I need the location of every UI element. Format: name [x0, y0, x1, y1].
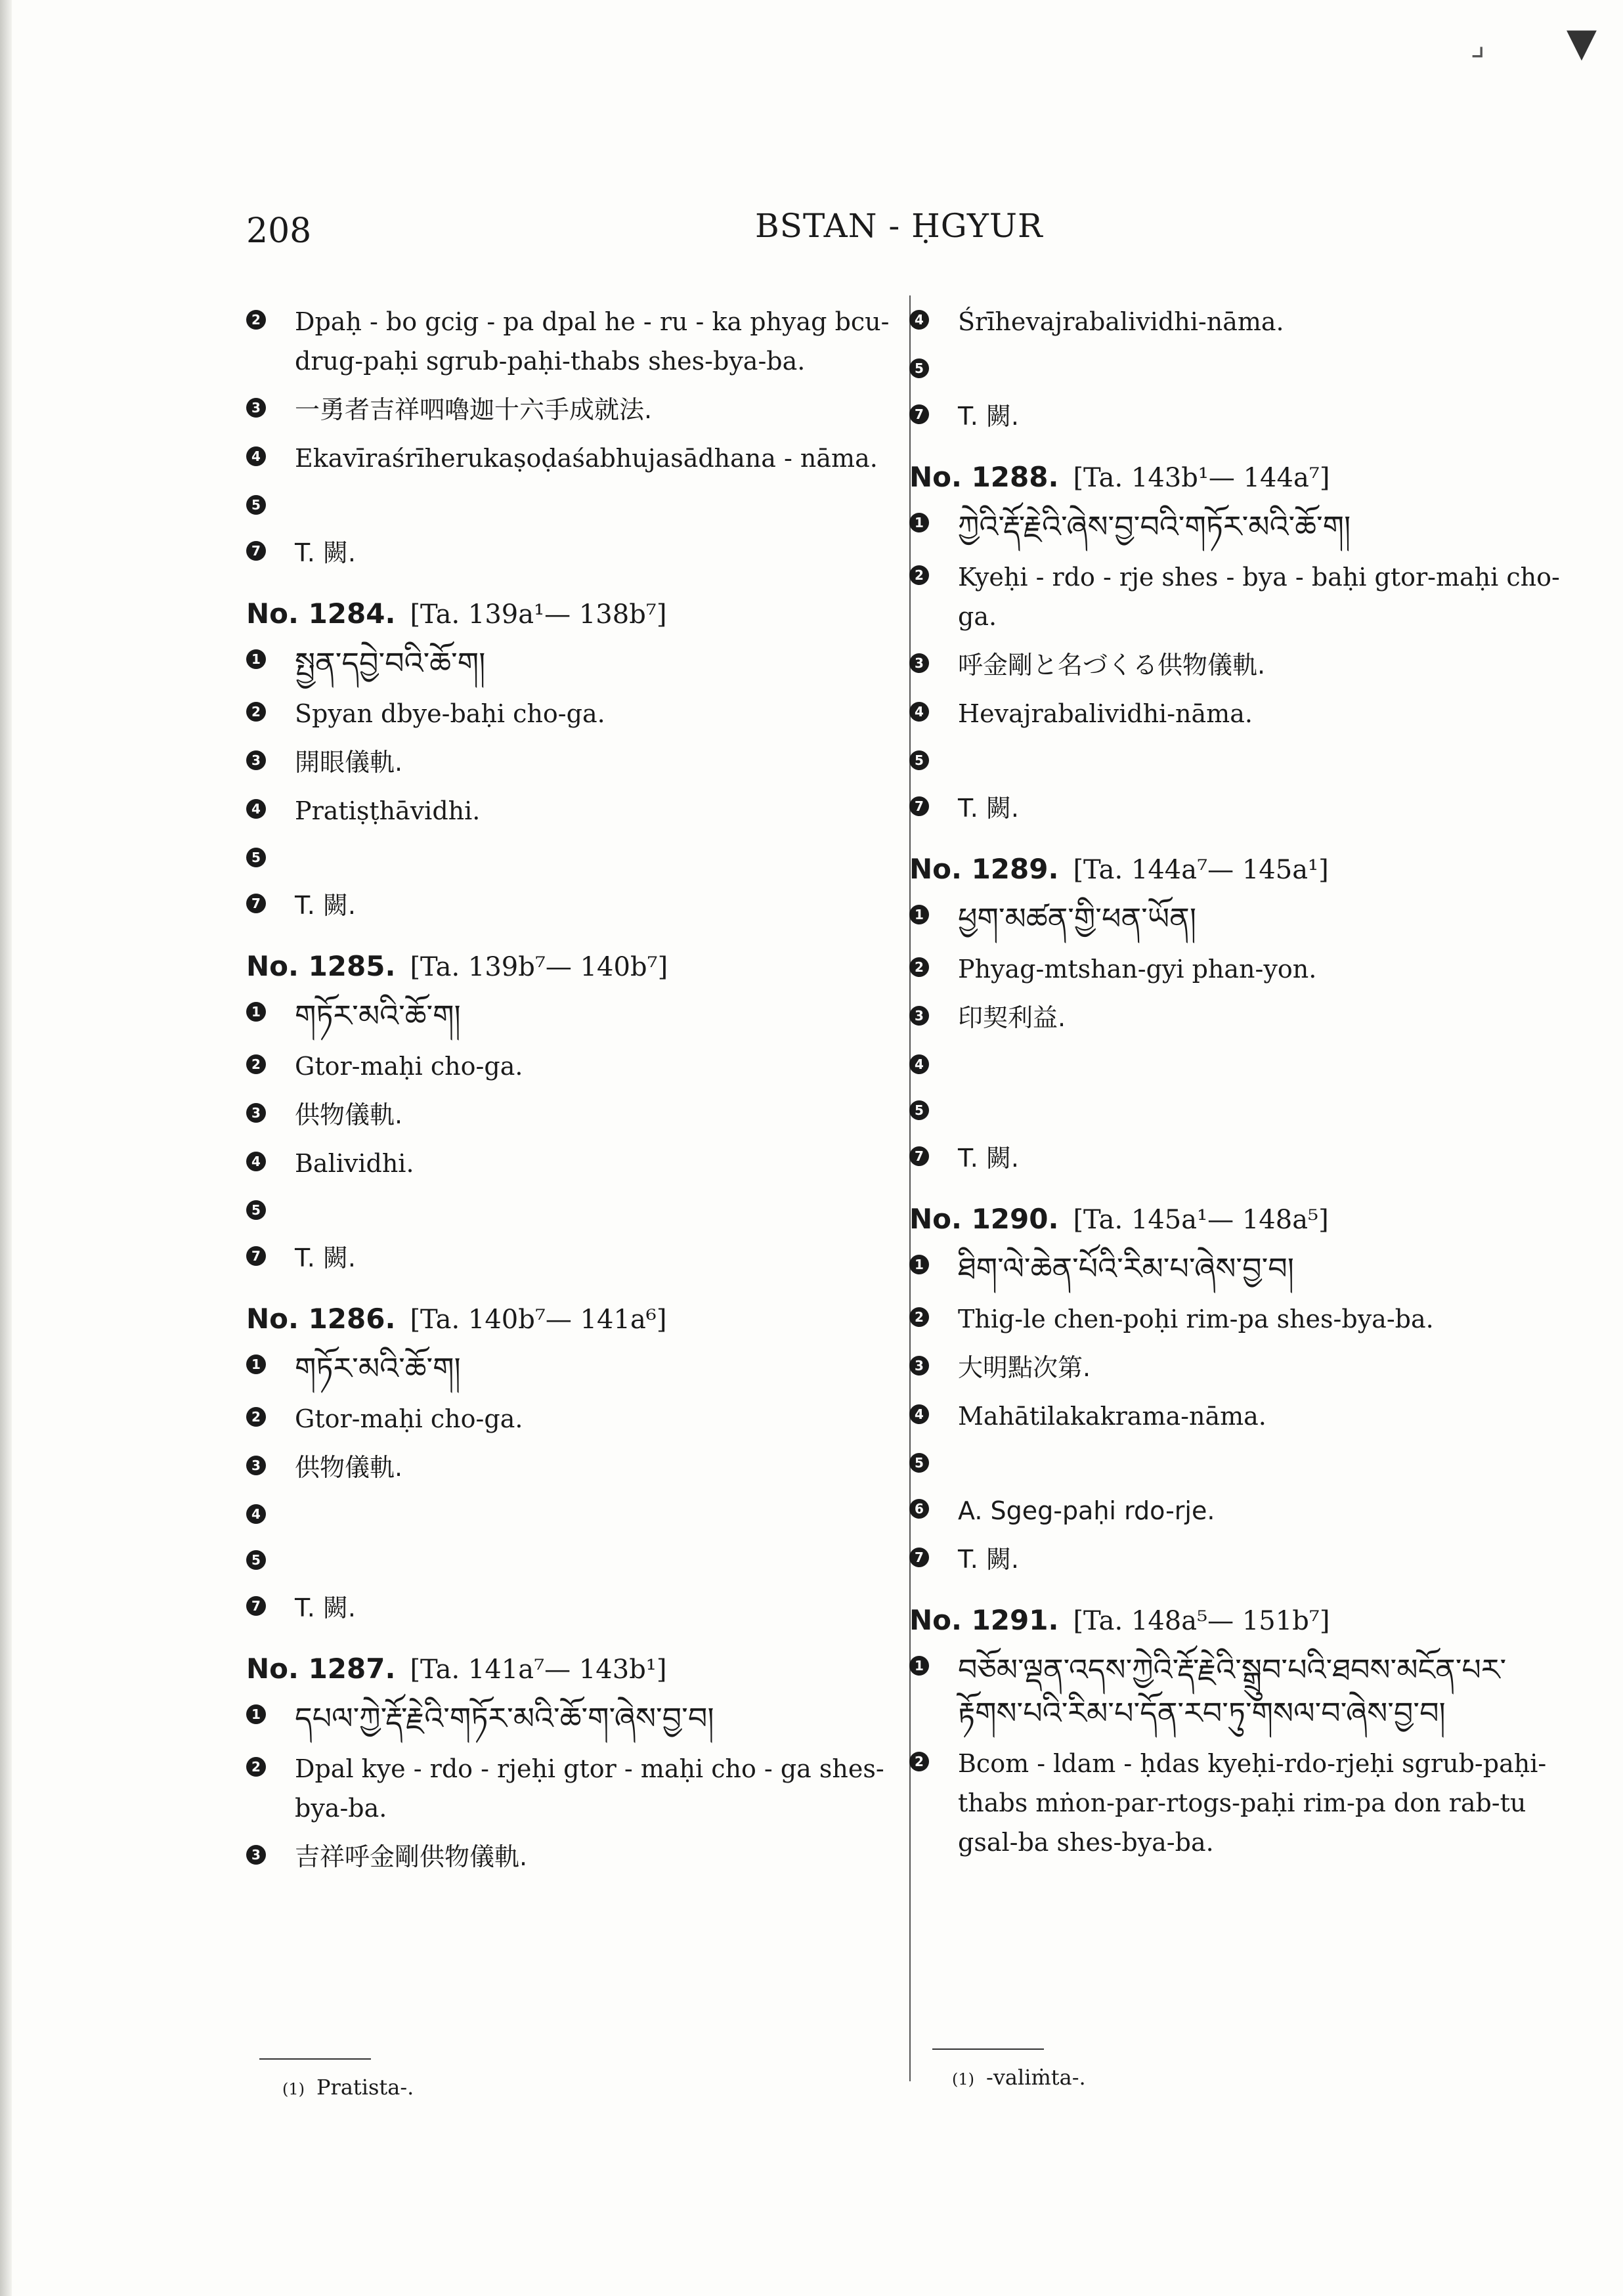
- field-number-icon: 7: [246, 1246, 266, 1266]
- scan-edge-shadow: [0, 0, 12, 2296]
- catalogue-entry: [909, 1203, 1566, 1579]
- entry-field: [246, 1749, 903, 1828]
- field-tibetan-text: ཐིག་ལེ་ཆེན་པོའི་རིམ་པ་ཞེས་བྱ་བ།: [958, 1251, 1294, 1286]
- field-catalogue-text: T. 闕.: [295, 1244, 356, 1272]
- field-latin-text: Thig-le chen-poḥi rim-pa shes-bya-ba.: [958, 1305, 1434, 1333]
- field-number-icon: 6: [909, 1499, 929, 1519]
- entry-field: [246, 302, 903, 381]
- entry-header: [246, 1653, 903, 1685]
- field-number-icon: 1: [909, 1656, 929, 1676]
- entry-field: [909, 949, 1566, 989]
- field-number-icon: 4: [909, 702, 929, 722]
- entry-field: [909, 1744, 1566, 1862]
- field-number-icon: 5: [246, 1550, 266, 1570]
- entry-reference: [Ta. 144a⁷— 145a¹]: [1073, 855, 1329, 885]
- entry-reference: [Ta. 139a¹— 138b⁷]: [410, 599, 667, 630]
- entry-reference: [Ta. 145a¹— 148a⁵]: [1073, 1205, 1329, 1235]
- field-number-icon: 2: [909, 1752, 929, 1771]
- entry-header: [909, 1203, 1566, 1235]
- entry-number: No. 1284.: [246, 597, 396, 630]
- entry-field: [246, 439, 903, 478]
- field-number-icon: 3: [246, 1103, 266, 1123]
- entry-field: [246, 1347, 903, 1390]
- field-number-icon: 7: [246, 541, 266, 561]
- pencil-mark-icon: ⌟: [1470, 26, 1485, 63]
- entry-field: [246, 743, 903, 782]
- entry-field: [246, 994, 903, 1037]
- entry-field: [246, 487, 903, 524]
- entry-field: [909, 897, 1566, 940]
- entry-field: [909, 694, 1566, 733]
- entry-header: [909, 1604, 1566, 1636]
- field-number-icon: 1: [246, 1704, 266, 1724]
- entry-reference: [Ta. 148a⁵— 151b⁷]: [1073, 1606, 1330, 1636]
- footnote-right: [952, 2065, 1086, 2090]
- catalogue-entry: [909, 461, 1566, 828]
- entry-field: [909, 1047, 1566, 1083]
- entry-header: [909, 461, 1566, 493]
- entry-number: No. 1287.: [246, 1653, 396, 1685]
- field-number-icon: 1: [246, 649, 266, 669]
- entry-reference: [Ta. 140b⁷— 141a⁶]: [410, 1305, 667, 1335]
- field-number-icon: 7: [909, 404, 929, 424]
- catalogue-entry: [909, 302, 1566, 436]
- entry-field: [246, 1542, 903, 1579]
- field-number-icon: 5: [246, 848, 266, 867]
- field-catalogue-text: T. 闕.: [958, 794, 1019, 823]
- field-tibetan-text: སྤྱན་དབྱེ་བའི་ཆོ་ག།: [295, 645, 486, 681]
- entry-field: [246, 694, 903, 733]
- entry-field: [909, 1397, 1566, 1436]
- field-number-icon: 2: [246, 310, 266, 330]
- field-number-icon: 2: [246, 1757, 266, 1777]
- field-number-icon: 5: [246, 495, 266, 515]
- footnote-mark: (1): [952, 2070, 974, 2089]
- entry-field: [909, 1491, 1566, 1530]
- entry-field: [246, 533, 903, 573]
- entry-field: [909, 1299, 1566, 1339]
- field-number-icon: 3: [246, 750, 266, 770]
- entry-reference: [Ta. 139b⁷— 140b⁷]: [410, 952, 668, 982]
- field-number-icon: 3: [909, 1356, 929, 1375]
- catalogue-entry: [909, 1604, 1566, 1862]
- field-number-icon: 1: [909, 513, 929, 532]
- field-tibetan-text: གཏོར་མའི་ཆོ་ག།: [295, 998, 461, 1033]
- entry-field: [246, 390, 903, 429]
- entry-number: No. 1291.: [909, 1604, 1059, 1636]
- entry-field: [246, 1238, 903, 1278]
- field-number-icon: 3: [246, 1845, 266, 1865]
- field-number-icon: 1: [246, 1354, 266, 1374]
- field-tibetan-text: དཔལ་ཀྱེ་རྡོ་རྗེའི་གཏོར་མའི་ཆོ་ག་ཞེས་བྱ་བ།: [295, 1700, 714, 1736]
- field-latin-text: Phyag-mtshan-gyi phan-yon.: [958, 955, 1317, 984]
- field-number-icon: 3: [246, 1456, 266, 1475]
- field-latin-text: Bcom - ldam - ḥdas kyeḥi-rdo-rjeḥi sgrub-paḥi-thabs mṅon-par-rtogs-paḥi rim-pa don rab-tu gsal-ba shes-bya-ba.: [958, 1749, 1547, 1857]
- entry-field: [246, 1399, 903, 1439]
- entry-header: [246, 950, 903, 982]
- entry-field: [246, 1095, 903, 1135]
- left-column: [246, 302, 903, 1901]
- entry-field: [909, 1348, 1566, 1387]
- field-cjk-text: 供物儀軌.: [295, 1100, 403, 1129]
- catalogue-entry: [246, 597, 903, 925]
- field-latin-text: Śrīhevajrabalividhi-nāma.: [958, 307, 1284, 336]
- catalogue-entry: [246, 1303, 903, 1628]
- field-number-icon: 7: [246, 1596, 266, 1616]
- field-latin-text: Dpal kye - rdo - rjeḥi gtor - maḥi cho - ga shes-bya-ba.: [295, 1754, 884, 1823]
- entry-field: [246, 791, 903, 831]
- catalogue-entry: [246, 302, 903, 573]
- entry-field: [909, 397, 1566, 436]
- entry-number: No. 1285.: [246, 950, 396, 982]
- field-latin-text: Spyan dbye-baḥi cho-ga.: [295, 699, 605, 728]
- field-cjk-text: 吉祥呼金剛供物儀軌.: [295, 1842, 528, 1871]
- entry-field: [246, 1192, 903, 1229]
- footnote-text: -valiṁta-.: [986, 2065, 1086, 2090]
- field-latin-text: Ekavīraśrīherukaṣoḍaśabhujasādhana - nāma.: [295, 444, 878, 473]
- field-number-icon: 4: [246, 799, 266, 819]
- entry-field: [909, 557, 1566, 636]
- field-number-icon: 5: [909, 1453, 929, 1473]
- entry-field: [909, 351, 1566, 387]
- field-latin-text: Kyeḥi - rdo - rje shes - bya - baḥi gtor-maḥi cho-ga.: [958, 563, 1560, 631]
- field-latin-text: Pratiṣṭhāvidhi.: [295, 796, 481, 825]
- right-column: [909, 302, 1566, 1887]
- field-number-icon: 5: [909, 358, 929, 378]
- field-tibetan-text: ཕྱག་མཚན་གྱི་ཕན་ཡོན།: [958, 901, 1197, 936]
- field-latin-text: Hevajrabalividhi-nāma.: [958, 699, 1253, 728]
- field-cjk-text: 一勇者吉祥呬嚕迦十六手成就法.: [295, 395, 653, 424]
- entry-reference: [Ta. 143b¹— 144a⁷]: [1073, 463, 1330, 493]
- field-number-icon: 7: [909, 796, 929, 816]
- field-latin-text: Gtor-maḥi cho-ga.: [295, 1404, 523, 1433]
- field-number-icon: 4: [909, 1404, 929, 1424]
- entry-header: [246, 1303, 903, 1335]
- entry-field: [246, 1047, 903, 1086]
- field-number-icon: 4: [246, 1504, 266, 1524]
- field-cjk-text: 呼金剛と名づくる供物儀軌.: [958, 651, 1266, 680]
- field-number-icon: 1: [246, 1002, 266, 1022]
- field-latin-text: Mahātilakakrama-nāma.: [958, 1402, 1266, 1431]
- field-number-icon: 1: [909, 1255, 929, 1274]
- corner-mark-icon: ▼: [1566, 20, 1597, 66]
- entry-field: [246, 1496, 903, 1533]
- entry-header: [909, 853, 1566, 885]
- field-number-icon: 5: [909, 750, 929, 770]
- field-number-icon: 2: [909, 957, 929, 977]
- field-cjk-text: 開眼儀軌.: [295, 748, 403, 777]
- entry-field: [246, 1697, 903, 1740]
- field-tibetan-text: བཅོམ་ལྡན་འདས་ཀྱེའི་རྡོ་རྗེའི་སྒྲུབ་པའི་ཐབས་མངོན་པར་རྟོགས་པའི་རིམ་པ་དོན་རབ་ཏུ་གསལ་བ་ཞེས་བྱ་བ།: [958, 1652, 1507, 1731]
- entry-field: [909, 1445, 1566, 1482]
- field-number-icon: 7: [246, 894, 266, 913]
- entry-field: [246, 1588, 903, 1628]
- field-number-icon: 3: [909, 653, 929, 673]
- field-number-icon: 4: [909, 310, 929, 330]
- footnote-text: Pratista-.: [316, 2075, 414, 2100]
- entry-field: [246, 886, 903, 925]
- field-number-icon: 4: [246, 446, 266, 466]
- entry-number: No. 1289.: [909, 853, 1059, 885]
- field-number-icon: 5: [909, 1100, 929, 1120]
- footnote-rule-left: [259, 2058, 371, 2060]
- field-number-icon: 7: [909, 1548, 929, 1567]
- field-cjk-text: 大明點次第.: [958, 1353, 1091, 1382]
- entry-field: [909, 743, 1566, 779]
- catalogue-entry: [909, 853, 1566, 1178]
- entry-field: [909, 505, 1566, 548]
- field-number-icon: 7: [909, 1146, 929, 1166]
- entry-field: [909, 645, 1566, 685]
- entry-field: [246, 1144, 903, 1183]
- field-catalogue-text: A. Sgeg-paḥi rdo-rje.: [958, 1496, 1215, 1525]
- entry-field: [909, 1247, 1566, 1290]
- entry-field: [246, 641, 903, 685]
- page-number: 208: [246, 211, 312, 251]
- field-tibetan-text: གཏོར་མའི་ཆོ་ག།: [295, 1351, 461, 1386]
- entry-number: No. 1290.: [909, 1203, 1059, 1235]
- field-number-icon: 3: [909, 1006, 929, 1026]
- entry-field: [909, 1138, 1566, 1178]
- field-catalogue-text: T. 闕.: [958, 402, 1019, 431]
- field-catalogue-text: T. 闕.: [295, 1593, 356, 1622]
- running-head: BSTAN - ḤGYUR: [755, 207, 1043, 245]
- field-latin-text: Dpaḥ - bo gcig - pa dpal he - ru - ka phyag bcu-drug-paḥi sgrub-paḥi-thabs shes-bya-ba.: [295, 307, 890, 376]
- entry-field: [909, 1648, 1566, 1735]
- field-number-icon: 1: [909, 905, 929, 924]
- field-latin-text: Balividhi.: [295, 1149, 414, 1178]
- field-cjk-text: 印契利益.: [958, 1003, 1066, 1032]
- field-catalogue-text: T. 闕.: [295, 891, 356, 920]
- footnote-mark: (1): [282, 2080, 305, 2098]
- field-number-icon: 2: [246, 702, 266, 722]
- field-number-icon: 4: [909, 1054, 929, 1074]
- field-number-icon: 2: [246, 1407, 266, 1427]
- entry-number: No. 1288.: [909, 461, 1059, 493]
- catalogue-entry: [246, 950, 903, 1278]
- entry-field: [909, 302, 1566, 341]
- entry-header: [246, 597, 903, 630]
- footnote-rule-right: [932, 2048, 1044, 2050]
- entry-reference: [Ta. 141a⁷— 143b¹]: [410, 1655, 667, 1685]
- entry-field: [909, 789, 1566, 828]
- entry-field: [246, 840, 903, 877]
- entry-field: [246, 1448, 903, 1487]
- catalogue-entry: [246, 1653, 903, 1876]
- field-number-icon: 3: [246, 398, 266, 418]
- field-catalogue-text: T. 闕.: [295, 538, 356, 567]
- field-catalogue-text: T. 闕.: [958, 1144, 1019, 1173]
- entry-field: [909, 998, 1566, 1037]
- entry-number: No. 1286.: [246, 1303, 396, 1335]
- field-number-icon: 2: [909, 565, 929, 585]
- entry-field: [909, 1540, 1566, 1579]
- field-number-icon: 5: [246, 1200, 266, 1220]
- footnote-left: [282, 2075, 414, 2100]
- field-cjk-text: 供物儀軌.: [295, 1453, 403, 1482]
- entry-field: [909, 1093, 1566, 1129]
- field-number-icon: 2: [246, 1054, 266, 1074]
- field-latin-text: Gtor-maḥi cho-ga.: [295, 1052, 523, 1081]
- field-tibetan-text: ཀྱེའི་རྡོ་རྗེའི་ཞེས་བྱ་བའི་གཏོར་མའི་ཆོ་ག།: [958, 509, 1351, 544]
- field-number-icon: 4: [246, 1152, 266, 1171]
- field-catalogue-text: T. 闕.: [958, 1545, 1019, 1574]
- field-number-icon: 2: [909, 1307, 929, 1327]
- entry-field: [246, 1837, 903, 1876]
